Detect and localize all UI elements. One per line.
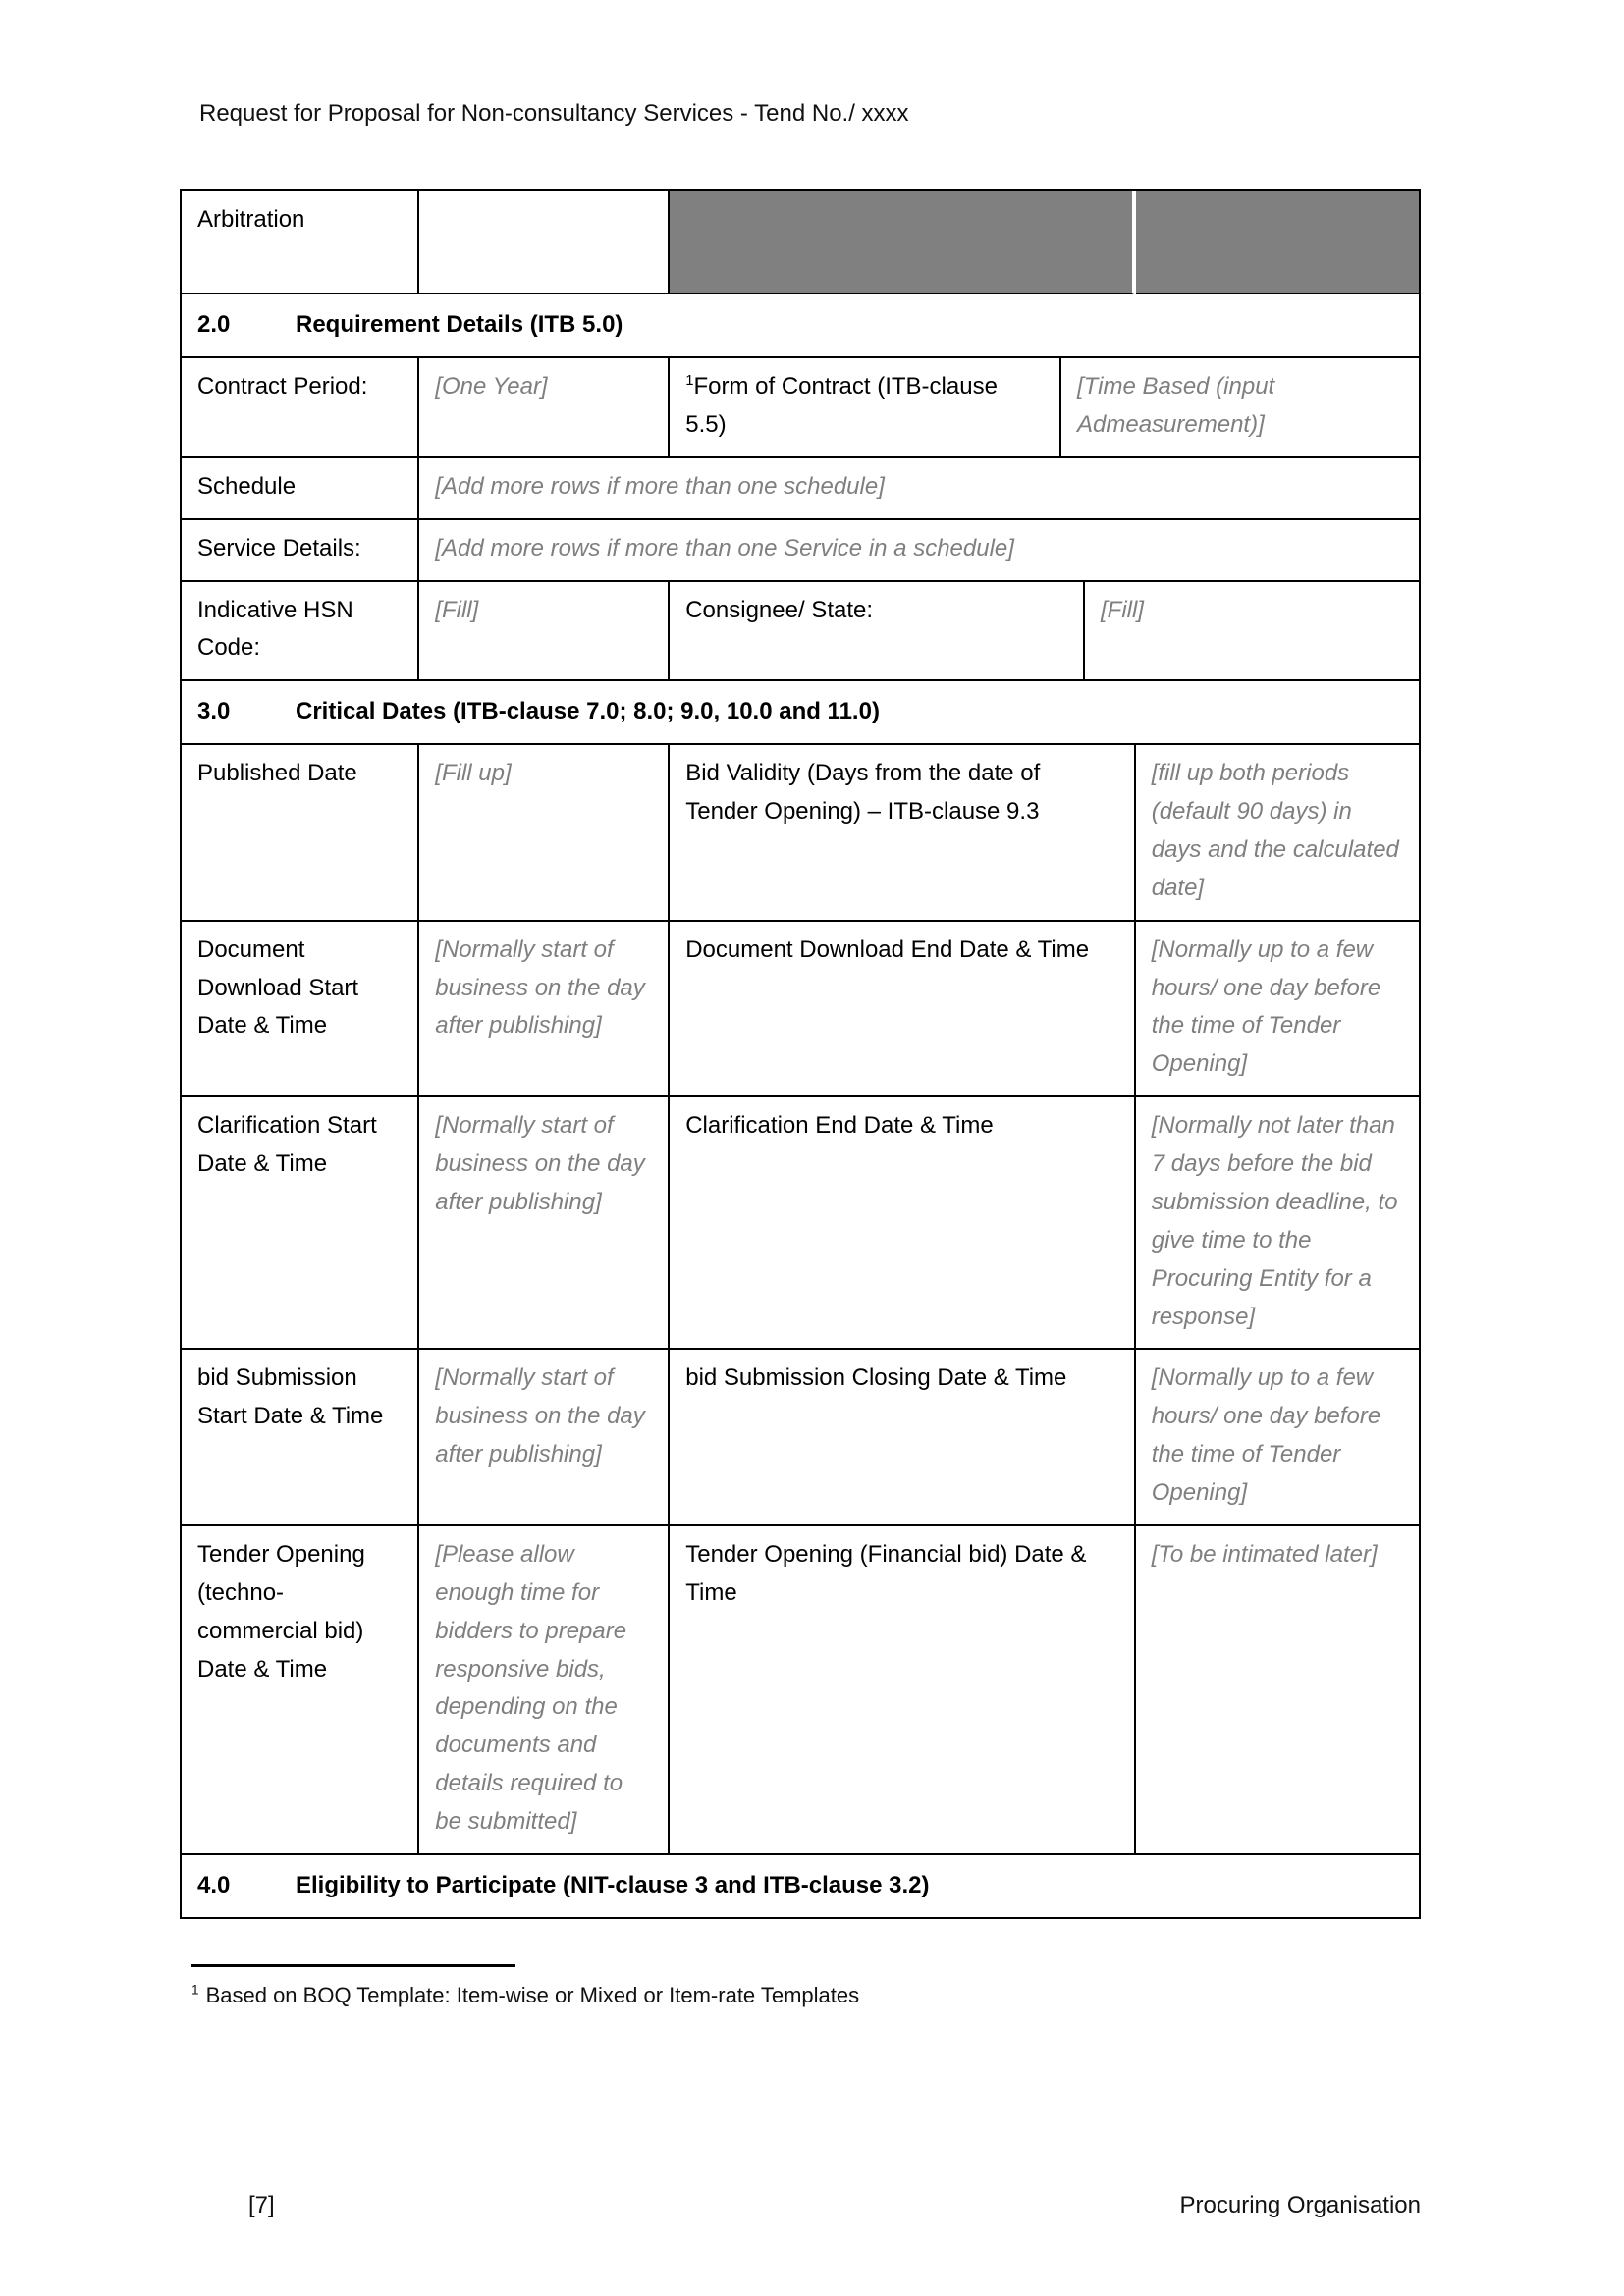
cell-consignee-value: [Fill] xyxy=(1085,582,1421,682)
row-section-3 xyxy=(182,681,1421,745)
row-bid-submission xyxy=(182,1350,1421,1526)
footnote xyxy=(191,1983,1421,2008)
footnote-separator xyxy=(191,1964,515,1967)
cell-schedule-label: Schedule xyxy=(182,458,419,520)
page-number: [7] xyxy=(248,2192,275,2218)
section-2-number: 2.0 xyxy=(197,311,231,339)
page-footer xyxy=(180,2192,1421,2219)
section-4-number: 4.0 xyxy=(197,1871,231,1898)
cell-hsn-label: Indicative HSN Code: xyxy=(182,582,419,682)
cell-bid-submission-start-label: bid Submission Start Date & Time xyxy=(182,1350,419,1526)
cell-service-details-label: Service Details: xyxy=(182,520,419,582)
cell-contract-period-label: Contract Period: xyxy=(182,358,419,458)
form-of-contract-text: Form of Contract (ITB-clause 5.5) xyxy=(685,373,998,438)
row-section-4 xyxy=(182,1855,1421,1919)
cell-tender-opening-techno-value: [Please allow enough time for bidders to prepare responsive bids, depending on the documents and details required to be submitted] xyxy=(419,1526,670,1855)
cell-doc-download-end-label: Document Download End Date & Time xyxy=(670,922,1136,1098)
section-2-title: Requirement Details (ITB 5.0) xyxy=(296,311,623,339)
cell-doc-download-start-value: [Normally start of business on the day after publishing] xyxy=(419,922,670,1098)
section-3-number: 3.0 xyxy=(197,698,231,725)
row-hsn-code xyxy=(182,582,1421,682)
cell-contract-period-value: [One Year] xyxy=(419,358,670,458)
cell-tender-opening-financial-value: [To be intimated later] xyxy=(1136,1526,1421,1855)
cell-bid-validity-label: Bid Validity (Days from the date of Tender Opening) – ITB-clause 9.3 xyxy=(670,745,1136,922)
cell-bid-submission-closing-label: bid Submission Closing Date & Time xyxy=(670,1350,1136,1526)
row-tender-opening xyxy=(182,1526,1421,1855)
cell-service-details-value: [Add more rows if more than one Service in a schedule] xyxy=(419,520,1421,582)
cell-bid-submission-start-value: [Normally start of business on the day after publishing] xyxy=(419,1350,670,1526)
cell-clarification-start-value: [Normally start of business on the day after publishing] xyxy=(419,1097,670,1350)
row-document-download xyxy=(182,922,1421,1098)
section-3-title: Critical Dates (ITB-clause 7.0; 8.0; 9.0, 10.0 and 11.0) xyxy=(296,698,880,725)
cell-arbitration-empty xyxy=(419,191,670,294)
footnote-area xyxy=(191,1964,1421,2008)
cell-schedule-value: [Add more rows if more than one schedule] xyxy=(419,458,1421,520)
row-arbitration xyxy=(182,191,1421,294)
section-2-heading xyxy=(182,294,1421,358)
section-4-heading xyxy=(182,1855,1421,1919)
cell-clarification-start-label: Clarification Start Date & Time xyxy=(182,1097,419,1350)
cell-clarification-end-label: Clarification End Date & Time xyxy=(670,1097,1136,1350)
cell-published-date-value: [Fill up] xyxy=(419,745,670,922)
row-contract-period xyxy=(182,358,1421,458)
footer-organisation: Procuring Organisation xyxy=(1179,2192,1421,2218)
cell-arbitration-label: Arbitration xyxy=(182,191,419,294)
rfp-table xyxy=(180,189,1421,1919)
row-section-2 xyxy=(182,294,1421,358)
cell-form-of-contract-label xyxy=(670,358,1061,458)
cell-bid-submission-closing-value: [Normally up to a few hours/ one day before the time of Tender Opening] xyxy=(1136,1350,1421,1526)
section-3-heading xyxy=(182,681,1421,745)
cell-form-of-contract-value: [Time Based (input Admeasurement)] xyxy=(1061,358,1421,458)
row-schedule xyxy=(182,458,1421,520)
footnote-ref-1: 1 xyxy=(685,373,694,390)
cell-tender-opening-financial-label: Tender Opening (Financial bid) Date & Time xyxy=(670,1526,1136,1855)
row-service-details xyxy=(182,520,1421,582)
row-published-date xyxy=(182,745,1421,922)
footnote-marker: 1 xyxy=(191,1982,199,1998)
cell-consignee-label: Consignee/ State: xyxy=(670,582,1085,682)
cell-bid-validity-value: [fill up both periods (default 90 days) in days and the calculated date] xyxy=(1136,745,1421,922)
footnote-text: Based on BOQ Template: Item-wise or Mixed or Item-rate Templates xyxy=(205,1982,860,2007)
cell-doc-download-end-value: [Normally up to a few hours/ one day before the time of Tender Opening] xyxy=(1136,922,1421,1098)
cell-published-date-label: Published Date xyxy=(182,745,419,922)
cell-clarification-end-value: [Normally not later than 7 days before the bid submission deadline, to give time to the Procuring Entity for a response] xyxy=(1136,1097,1421,1350)
cell-hsn-value: [Fill] xyxy=(419,582,670,682)
page-header: Request for Proposal for Non-consultancy Services - Tend No./ xxxx xyxy=(199,100,909,127)
section-4-title: Eligibility to Participate (NIT-clause 3 and ITB-clause 3.2) xyxy=(296,1871,930,1898)
row-clarification xyxy=(182,1097,1421,1350)
cell-arbitration-gray-left xyxy=(670,191,1136,294)
cell-arbitration-gray-right xyxy=(1136,191,1421,294)
cell-tender-opening-techno-label: Tender Opening (techno-commercial bid) Date & Time xyxy=(182,1526,419,1855)
cell-doc-download-start-label: Document Download Start Date & Time xyxy=(182,922,419,1098)
